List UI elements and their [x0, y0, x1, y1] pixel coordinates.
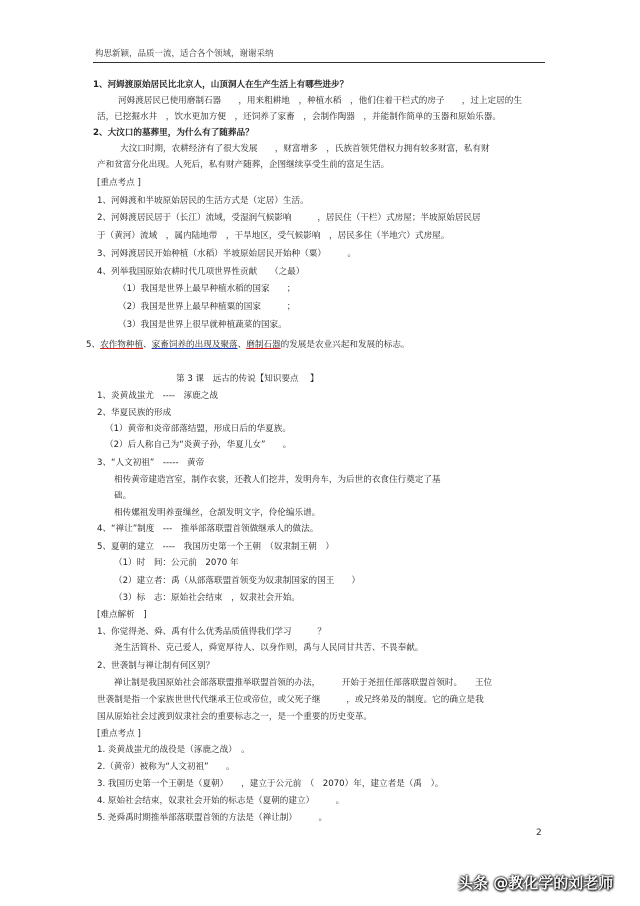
separator: 、 — [143, 340, 152, 350]
answer-line: 世袭制是指一个家族世世代代继承王位或帝位，或父死子继 ，或兄终弟及的制度。它的确立是我 — [97, 695, 484, 705]
answer-line: 产和贫富分化出现。人死后，私有财产随葬，企图继续享受生前的富足生活。 — [97, 160, 390, 170]
watermark: 头条 @教化学的刘老师 — [458, 874, 614, 892]
livestock-settlement-text: 家畜饲养的出现及聚落 — [151, 340, 238, 350]
knowledge-subline: （1）黄帝和炎帝部落结盟，形成日后的华夏族。 — [105, 424, 291, 434]
page-header: 构思新颖，品质一流，适合各个领域，谢谢采纳 — [95, 49, 274, 59]
knowledge-subline: （3）标 志：原始社会结束 ，奴隶社会开始。 — [114, 593, 300, 603]
answer-line: 禅让制是我国原始社会部落联盟推举联盟首领的办法， 开始于尧扭任部落联盟首领时。 王位 — [114, 678, 493, 688]
knowledge-line: 4、“禅让”制度 --- 推举部落联盟首领做继承人的做法。 — [97, 524, 319, 534]
key-point-line: 4. 原始社会结束，奴隶社会开始的标志是（夏朝的建立） 。 — [97, 796, 345, 806]
key-point-line: 1、河姆渡和半坡原始居民的生活方式是（定居）生活。 — [97, 196, 309, 206]
question-line: 1、河姆渡原始居民比北京人，山顶洞人在生产生活上有哪些进步？ — [93, 80, 349, 90]
knowledge-subline: （2）建立者：禹（从部落联盟首领变为奴隶制国家的国王 ） — [114, 576, 361, 586]
knowledge-detail: 相传嫘祖发明养蚕缫丝，仓颉发明文字，伶伦编乐谱。 — [114, 508, 321, 518]
page-number: 2 — [536, 828, 542, 838]
header-rule — [93, 62, 545, 63]
knowledge-subline: （2）后人称自己为“炎黄子孙，华夏儿女” 。 — [105, 440, 292, 450]
key-point-line: 2.（黄帝）被称为“人文初祖” 。 — [97, 762, 235, 772]
key-point-subline: （1）我国是世界上最早种植水稻的国家 ； — [118, 284, 296, 294]
line-prefix: 5、 — [86, 340, 101, 350]
knowledge-line: 5、夏朝的建立 ---- 我国历史第一个王朝 （奴隶制王朝 ） — [97, 542, 335, 552]
knowledge-subline: （1）时 间：公元前 2070 年 — [114, 558, 239, 568]
answer-line: 活，已挖掘水井 ，饮水更加方便 ，还饲养了家畜 ，会制作陶器 ，并能制作简单的玉器和原始乐器。 — [97, 112, 501, 122]
answer-line: 大汶口时期，农耕经济有了很大发展 ，财富增多 ，氏族首领凭借权力拥有较多财富，私有财 — [120, 144, 490, 154]
separator: 、 — [237, 340, 247, 350]
key-point-line: 4、列举我国原始农耕时代几项世界性贡献 （之最） — [97, 267, 305, 277]
knowledge-detail: 相传黄帝建造宫室，制作衣裳，还教人们挖井，发明舟车，为后世的衣食住行奠定了基 — [114, 475, 441, 485]
key-point-line: 1. 炎黄战蚩尤的战役是（涿鹿之战） 。 — [97, 745, 250, 755]
answer-line: 尧生活简朴、克己爱人，舜宽厚待人、以身作则，禹与人民同甘共苦、不畏奉献。 — [114, 643, 424, 653]
question-line: 2、世袭制与禅让制有何区别？ — [97, 661, 215, 671]
key-point-line: 2、河姆渡居民居于（长江）流域，受湿润气候影响 ，居民住（干栏）式房屋；半坡原始居民居 — [97, 213, 481, 223]
line-suffix: 的发展是农业兴起和发展的标志。 — [280, 340, 410, 350]
crop-planting-text: 农作物种植 — [100, 340, 144, 350]
knowledge-line: 1、炎黄战蚩尤 ---- 涿鹿之战 — [97, 391, 218, 401]
knowledge-line: 2、华夏民族的形成 — [97, 408, 172, 418]
knowledge-detail: 础。 — [114, 491, 132, 501]
lesson-title: 第 3 课 远古的传说【知识要点 】 — [176, 374, 319, 384]
section-heading: [重点考点 ] — [97, 729, 141, 739]
question-line: 1、你觉得尧、舜、禹有什么优秀品质值得我们学习 ？ — [97, 627, 326, 637]
key-point-line: 3. 我国历史第一个王朝是（夏朝） ，建立于公元前 （ 2070）年，建立者是（禹 ）。 — [97, 779, 444, 789]
key-point-line: 5. 尧舜禹时期推举部落联盟首领的方法是（禅让制） 。 — [97, 813, 328, 823]
section-heading: [重点考点 ] — [97, 178, 141, 188]
key-point-line: 于（黄河）流域 ，属内陆地带 ，干旱地区，受气候影响 ，居民多住（半地穴）式房屋。 — [97, 231, 450, 241]
knowledge-line: 3、“人文初祖” ----- 黄帝 — [97, 458, 205, 468]
key-point-subline: （2）我国是世界上最早种植粟的国家 ； — [118, 302, 296, 312]
answer-line: 国从原始社会过渡到奴隶社会的重要标志之一，是一个重要的历史变革。 — [97, 712, 373, 722]
section-heading: [难点解析 ] — [97, 610, 147, 620]
polished-stone-tools-text: 磨制石器 — [246, 340, 281, 350]
answer-line: 河姆渡居民已使用磨制石器 ，用来粗耕地 ，种植水稻 ，他们住着干栏式的房子 ，过上定居的生 — [118, 96, 522, 106]
key-point-line: 3、河姆渡居民开始种植（水稻）半坡原始居民开始种（粟） 。 — [97, 249, 356, 259]
agriculture-sign-line — [86, 340, 410, 351]
key-point-subline: （3）我国是世界上很早就种植蔬菜的国家。 — [118, 320, 287, 330]
question-line: 2、大汶口的墓葬里，为什么有了随葬品？ — [93, 128, 254, 138]
